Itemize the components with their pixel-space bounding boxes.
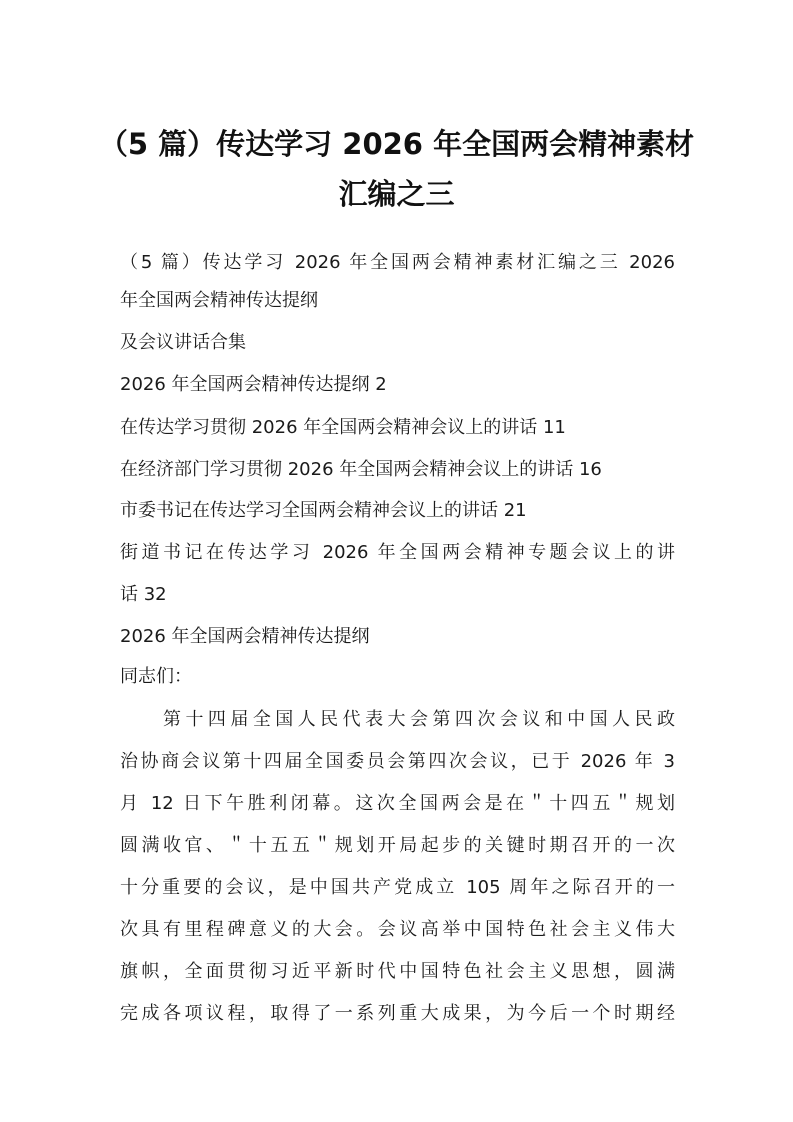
toc-entry-5: 街道书记在传达学习 2026 年全国两会精神专题会议上的讲 — [120, 542, 675, 563]
document-title-line-2: 汇编之三 — [338, 177, 455, 211]
toc-entry-1: 2026 年全国两会精神传达提纲 2 — [120, 374, 387, 395]
paragraph-line-8: 完成各项议程，取得了一系列重大成果，为今后一个时期经 — [120, 1003, 675, 1024]
toc-entry-5-continued: 话 32 — [120, 584, 167, 605]
intro-line-3: 及会议讲话合集 — [120, 332, 246, 353]
salutation: 同志们： — [120, 666, 192, 687]
document-title-line-1: （5 篇）传达学习 2026 年全国两会精神素材 — [98, 127, 695, 161]
paragraph-line-5: 十分重要的会议，是中国共产党成立 105 周年之际召开的一 — [120, 877, 675, 898]
paragraph-line-4: 圆满收官、＂十五五＂规划开局起步的关键时期召开的一次 — [120, 835, 675, 856]
paragraph-line-7: 旗帜，全面贯彻习近平新时代中国特色社会主义思想，圆满 — [120, 961, 675, 982]
intro-line-1: （5 篇）传达学习 2026 年全国两会精神素材汇编之三 2026 — [120, 252, 675, 273]
toc-entry-3: 在经济部门学习贯彻 2026 年全国两会精神会议上的讲话 16 — [120, 459, 602, 480]
paragraph-line-2: 治协商会议第十四届全国委员会第四次会议，已于 2026 年 3 — [120, 751, 675, 772]
paragraph-line-3: 月 12 日下午胜利闭幕。这次全国两会是在＂十四五＂规划 — [120, 793, 675, 814]
paragraph-line-6: 次具有里程碑意义的大会。会议高举中国特色社会主义伟大 — [120, 919, 675, 940]
toc-entry-2: 在传达学习贯彻 2026 年全国两会精神会议上的讲话 11 — [120, 417, 566, 438]
toc-entry-4: 市委书记在传达学习全国两会精神会议上的讲话 21 — [120, 500, 527, 521]
section-heading: 2026 年全国两会精神传达提纲 — [120, 626, 370, 647]
intro-line-2: 年全国两会精神传达提纲 — [120, 290, 318, 311]
paragraph-line-1: 第十四届全国人民代表大会第四次会议和中国人民政 — [163, 709, 675, 730]
